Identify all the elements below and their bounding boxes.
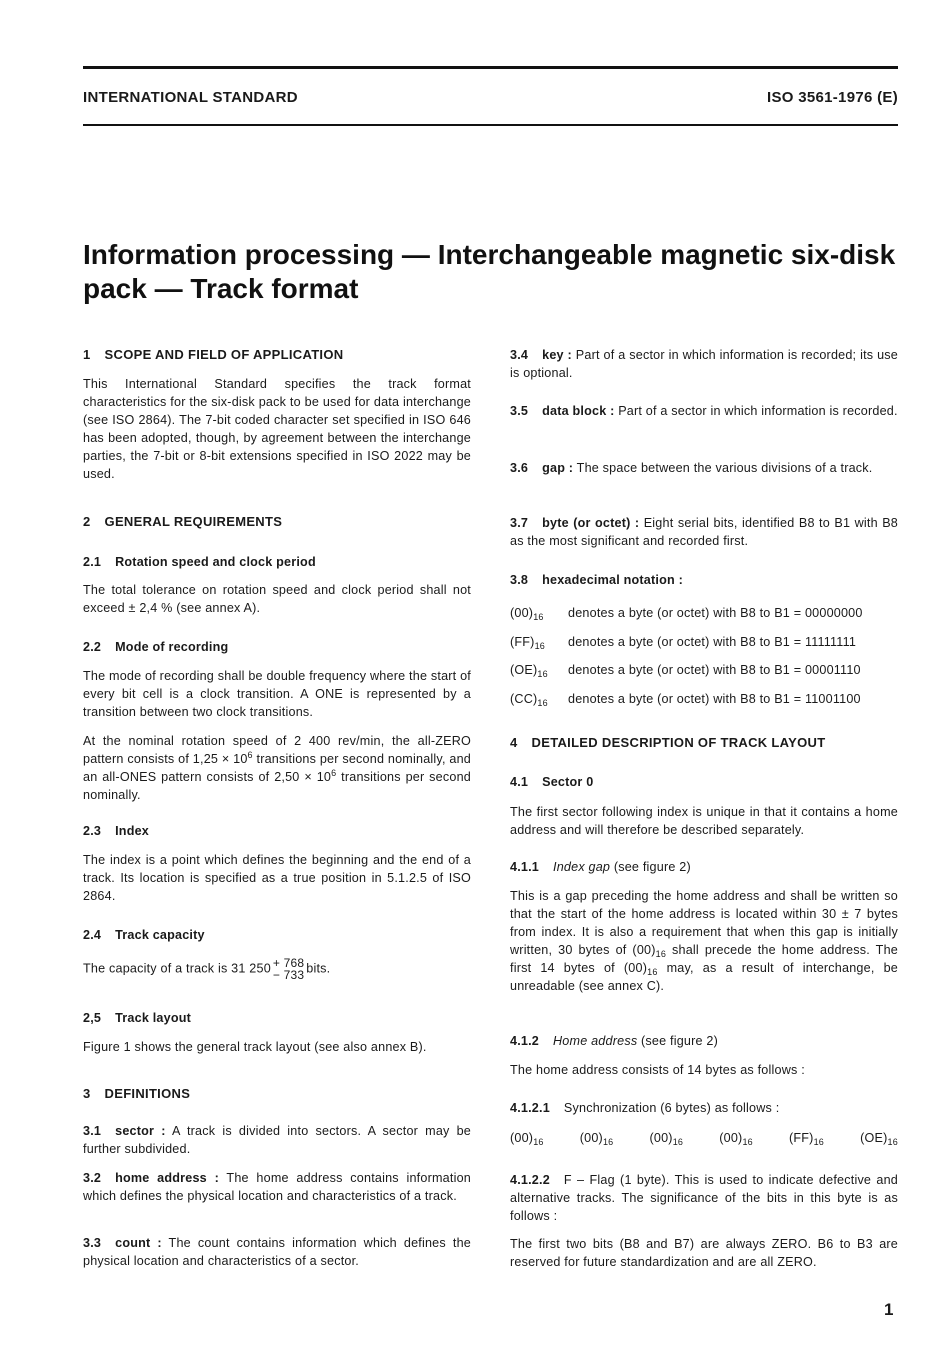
sync-bytes-row xyxy=(510,1129,898,1147)
section-4-1-2-text: The home address consists of 14 bytes as follows : xyxy=(510,1063,805,1077)
header-standard-number: ISO 3561-1976 (E) xyxy=(766,89,898,106)
section-4-1-2-2-text-2: The first two bits (B8 and B7) are always ZERO. B6 to B3 are reserved for future standardization and are all ZERO. xyxy=(510,1237,898,1269)
definition-3-4: 3.4 key : Part of a sector in which information is recorded; its use is optional. xyxy=(510,348,898,380)
section-1-heading: 1 SCOPE AND FIELD OF APPLICATION xyxy=(83,347,344,362)
definition-3-6: 3.6 gap : The space between the various divisions of a track. xyxy=(510,461,873,475)
section-2-2-text-2: At the nominal rotation speed of 2 400 rev/min, the all-ZERO pattern consists of $1,25 \times 10^6$ transitions per second nominally, and an all-ONES pattern consists of $2,50 \times 10^6$ transitions per second nominally. xyxy=(83,734,472,802)
section-4-1-text: The first sector following index is unique in that it contains a home address and will therefore be described separately. xyxy=(510,805,898,837)
section-2-3-text: The index is a point which defines the beginning and the end of a track. Its location is specified as a true position in 5.1.2.5 of ISO 2864. xyxy=(83,853,471,903)
section-4-1-1-text: This is a gap preceding the home address and shall be written so that the start of the home address is located within 30 ± 7 bytes from index. It is also a requirement that when this gap is initially written, 30 bytes of $(00)_{16}$ shall precede the home address. The first 14 bytes of $(00)_{16}$ may, as a result of interchange, be unreadable (see annex C). xyxy=(510,889,898,993)
section-4-1-1-heading: 4.1.1 Index gap (see figure 2) xyxy=(510,860,691,874)
section-4-1-2-heading: 4.1.2 Home address (see figure 2) xyxy=(510,1034,719,1048)
section-2-5-text: Figure 1 shows the general track layout (see also annex B). xyxy=(83,1040,427,1054)
section-4-1-2-1-heading: 4.1.2.1 Synchronization (6 bytes) as follows : xyxy=(510,1101,780,1115)
section-2-5-heading: 2,5 Track layout xyxy=(83,1011,192,1025)
section-2-2-heading: 2.2 Mode of recording xyxy=(83,640,229,654)
title-line-1: Information processing — Interchangeable magnetic six-disk xyxy=(83,239,896,270)
hex-row: $(FF)_{16}$ denotes a byte (or octet) with B8 to B1 = 11111111 xyxy=(510,634,857,651)
section-3-heading: 3 DEFINITIONS xyxy=(83,1086,191,1101)
header-top-rule xyxy=(83,66,898,69)
sync-byte: $(OE)_{16}$ xyxy=(860,1131,898,1147)
sync-byte: $(00)_{16}$ xyxy=(579,1131,614,1147)
section-4-1-heading: 4.1 Sector 0 xyxy=(510,775,594,789)
section-4-heading: 4 DETAILED DESCRIPTION OF TRACK LAYOUT xyxy=(510,735,826,750)
definition-3-5: 3.5 data block : Part of a sector in which information is recorded. xyxy=(510,404,898,418)
sync-byte: $(00)_{16}$ xyxy=(719,1131,753,1147)
hex-row: $(00)_{16}$ denotes a byte (or octet) with B8 to B1 = 00000000 xyxy=(510,606,863,622)
definition-3-8-heading: 3.8 hexadecimal notation : xyxy=(510,573,683,587)
hex-notation-list xyxy=(510,599,898,714)
section-1-text: This International Standard specifies the track format characteristics for the six-disk pack to be used for data interchange (see ISO 2864). The 7-bit coded character set specified in ISO 646 has been adopted, though, by agreement between the interchange parties, the 7-bit or 8-bit extensions specified in ISO 2022 may be used. xyxy=(83,377,471,481)
page-number: 1 xyxy=(884,1300,894,1319)
section-2-4-heading: 2.4 Track capacity xyxy=(83,928,205,942)
section-4-1-2-2-text: 4.1.2.2 F – Flag (1 byte). This is used to indicate defective and alternative tracks. The significance of the bits in this byte is as follows : xyxy=(510,1173,898,1223)
hex-row: $(OE)_{16}$ denotes a byte (or octet) with B8 to B1 = 00001110 xyxy=(510,663,861,680)
sync-byte: $(00)_{16}$ xyxy=(510,1131,544,1147)
definition-3-2: 3.2 home address : The home address contains information which defines the physical location and characteristics of a track. xyxy=(83,1171,471,1203)
document-title xyxy=(83,238,903,306)
sync-byte: $(FF)_{16}$ xyxy=(789,1131,824,1147)
definition-3-3: 3.3 count : The count contains information which defines the physical location and characteristics of a sector. xyxy=(83,1236,471,1268)
sync-byte: $(00)_{16}$ xyxy=(649,1131,684,1147)
definition-3-7: 3.7 byte (or octet) : Eight serial bits, identified B8 to B1 with B8 as the most significant and recorded first. xyxy=(510,516,898,548)
definition-3-1: 3.1 sector : A track is divided into sectors. A sector may be further subdivided. xyxy=(83,1124,472,1156)
section-2-4-text: The capacity of a track is 31 250 + 768 − 733 bits. xyxy=(83,956,331,982)
header-bottom-rule xyxy=(83,124,898,126)
hex-row: $(CC)_{16}$ denotes a byte (or octet) with B8 to B1 = 11001100 xyxy=(510,692,861,709)
header-standard-label: INTERNATIONAL STANDARD xyxy=(83,89,298,106)
section-2-3-heading: 2.3 Index xyxy=(83,824,150,838)
section-2-heading: 2 GENERAL REQUIREMENTS xyxy=(83,514,283,529)
section-2-1-text: The total tolerance on rotation speed and clock period shall not exceed ± 2,4 % (see annex A). xyxy=(83,583,471,615)
section-2-1-heading: 2.1 Rotation speed and clock period xyxy=(83,555,316,569)
title-line-2: pack — Track format xyxy=(83,273,359,304)
section-2-2-text-1: The mode of recording shall be double frequency where the start of every bit cell is a clock transition. A ONE is represented by a transition between two clock transitions. xyxy=(83,669,471,719)
